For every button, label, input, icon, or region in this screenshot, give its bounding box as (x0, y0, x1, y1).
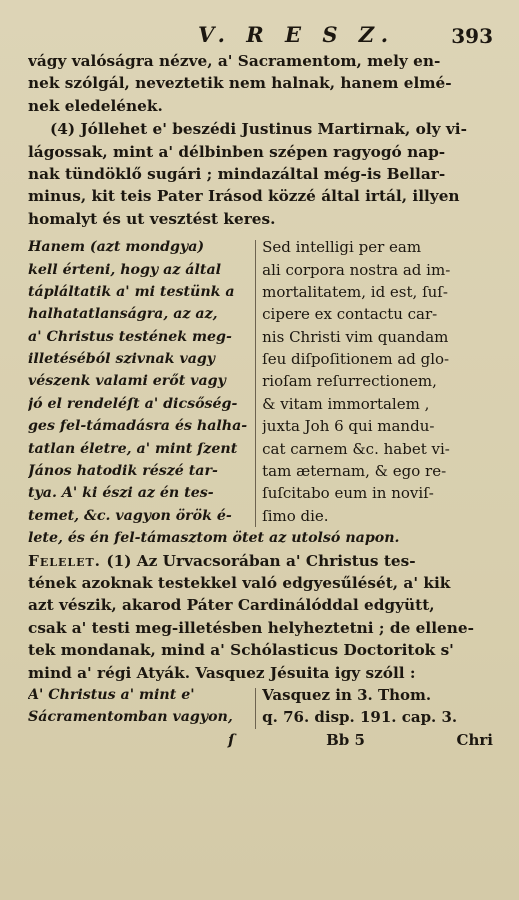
page-number: 393 (451, 24, 493, 48)
felelet-paragraph (28, 550, 497, 684)
column-line: tatlan életre, a' mint ſzent (28, 440, 238, 457)
felelet-first-line: (1) Az Urvacsorában a' Christus tes- (106, 551, 416, 570)
column-line: János hatodik részé tar- (28, 463, 218, 480)
column-line: ſimo die. (262, 506, 329, 525)
text-line: azt vészik, akarod Páter Cardinálóddal edgyütt, (28, 596, 435, 615)
text-line: minus, kit teis Pater Irásod közzé által irtál, illyen (28, 187, 460, 206)
chapter-heading: V. R E S Z. (198, 22, 396, 47)
column-line: tya. A' ki észi az én tes- (28, 485, 214, 502)
text-line: nek szólgál, neveztetik nem halnak, hanem elmé- (28, 74, 452, 93)
column-line: kell érteni, hogy az által (28, 261, 222, 278)
column-line: q. 76. disp. 191. cap. 3. (262, 708, 458, 727)
hungarian-column (28, 236, 249, 527)
column-line: & vitam immortalem , (262, 394, 430, 413)
intro-paragraph (28, 50, 497, 117)
parallel-columns (28, 236, 497, 527)
column-divider (255, 688, 256, 729)
text-line: tének azoknak testekkel való edgyesűlését, a' kik (28, 573, 451, 592)
page-header (28, 22, 497, 50)
column-line: rioſam reſurrectionem, (262, 372, 437, 391)
column-line: Sácramentomban vagyon, (28, 709, 233, 726)
catchword: Chri (456, 730, 493, 749)
catchword-fragment: ſ (228, 730, 235, 749)
final-columns (28, 684, 497, 729)
signature-mark: Bb 5 (326, 730, 365, 749)
column-line: vészenk valami erőt vagy (28, 373, 226, 390)
felelet-label: Felelet. (28, 551, 101, 570)
column-line: jó el rendeléſt a' dicsőség- (28, 395, 238, 412)
text-line: nek eledelének. (28, 96, 163, 115)
column-line: halhatatlanságra, az az, (28, 306, 218, 323)
final-left-column (28, 684, 249, 729)
column-line: cat carnem &c. habet vi- (262, 439, 450, 458)
text-line: lágossak, mint a' délbinben szépen ragyogó nap- (28, 142, 446, 161)
text-line: tek mondanak, mind a' Schólasticus Doctoritok s' (28, 641, 454, 660)
text-line: nak tündöklő sugári ; mindazáltal még-is Bellar- (28, 164, 446, 183)
text-line: mind a' régi Atyák. Vasquez Jésuita igy szóll : (28, 663, 416, 682)
final-right-column (262, 684, 497, 729)
paragraph-4 (28, 118, 497, 230)
column-line: ſuſcitabo eum in noviſ- (262, 484, 434, 503)
column-line: juxta Joh 6 qui mandu- (262, 417, 435, 436)
column-line: ſeu diſpoſitionem ad glo- (262, 350, 450, 369)
column-line: A' Christus a' mint e' (28, 686, 195, 703)
text-line: (4) Jóllehet e' beszédi Justinus Martirnak, oly vi- (50, 120, 467, 139)
column-divider (255, 240, 256, 527)
column-line: a' Christus testének meg- (28, 328, 232, 345)
column-line: temet, &c. vagyon örök é- (28, 507, 232, 524)
column-line: cipere ex contactu car- (262, 305, 438, 324)
column-line: Sed intelligi per eam (262, 238, 422, 257)
column-line: ges fel-támadásra és halha- (28, 418, 248, 435)
text-line (28, 550, 497, 572)
text-line: vágy valóságra nézve, a' Sacramentom, mely en- (28, 52, 441, 70)
column-line: tápláltatik a' mi testünk a (28, 283, 235, 300)
column-line: mortalitatem, id est, ſuſ- (262, 282, 448, 301)
column-line: Vasquez in 3. Thom. (262, 685, 432, 704)
column-line: ali corpora nostra ad im- (262, 260, 451, 279)
column-line: tam æternam, & ego re- (262, 462, 447, 481)
column-line: Hanem (azt mondgya) (28, 239, 205, 256)
text-line: lete, és én fel-támasztom ötet az utolsó napon. (28, 530, 400, 547)
column-line: illetéséból szivnak vagy (28, 351, 216, 368)
page-footer (28, 731, 497, 749)
latin-column (262, 236, 497, 527)
column-line: nis Christi vim quandam (262, 327, 449, 346)
text-line: homalyt és ut vesztést keres. (28, 209, 276, 228)
italic-continuation (28, 527, 497, 549)
text-line: csak a' testi meg-illetésben helyheztetni ; de ellene- (28, 618, 474, 637)
